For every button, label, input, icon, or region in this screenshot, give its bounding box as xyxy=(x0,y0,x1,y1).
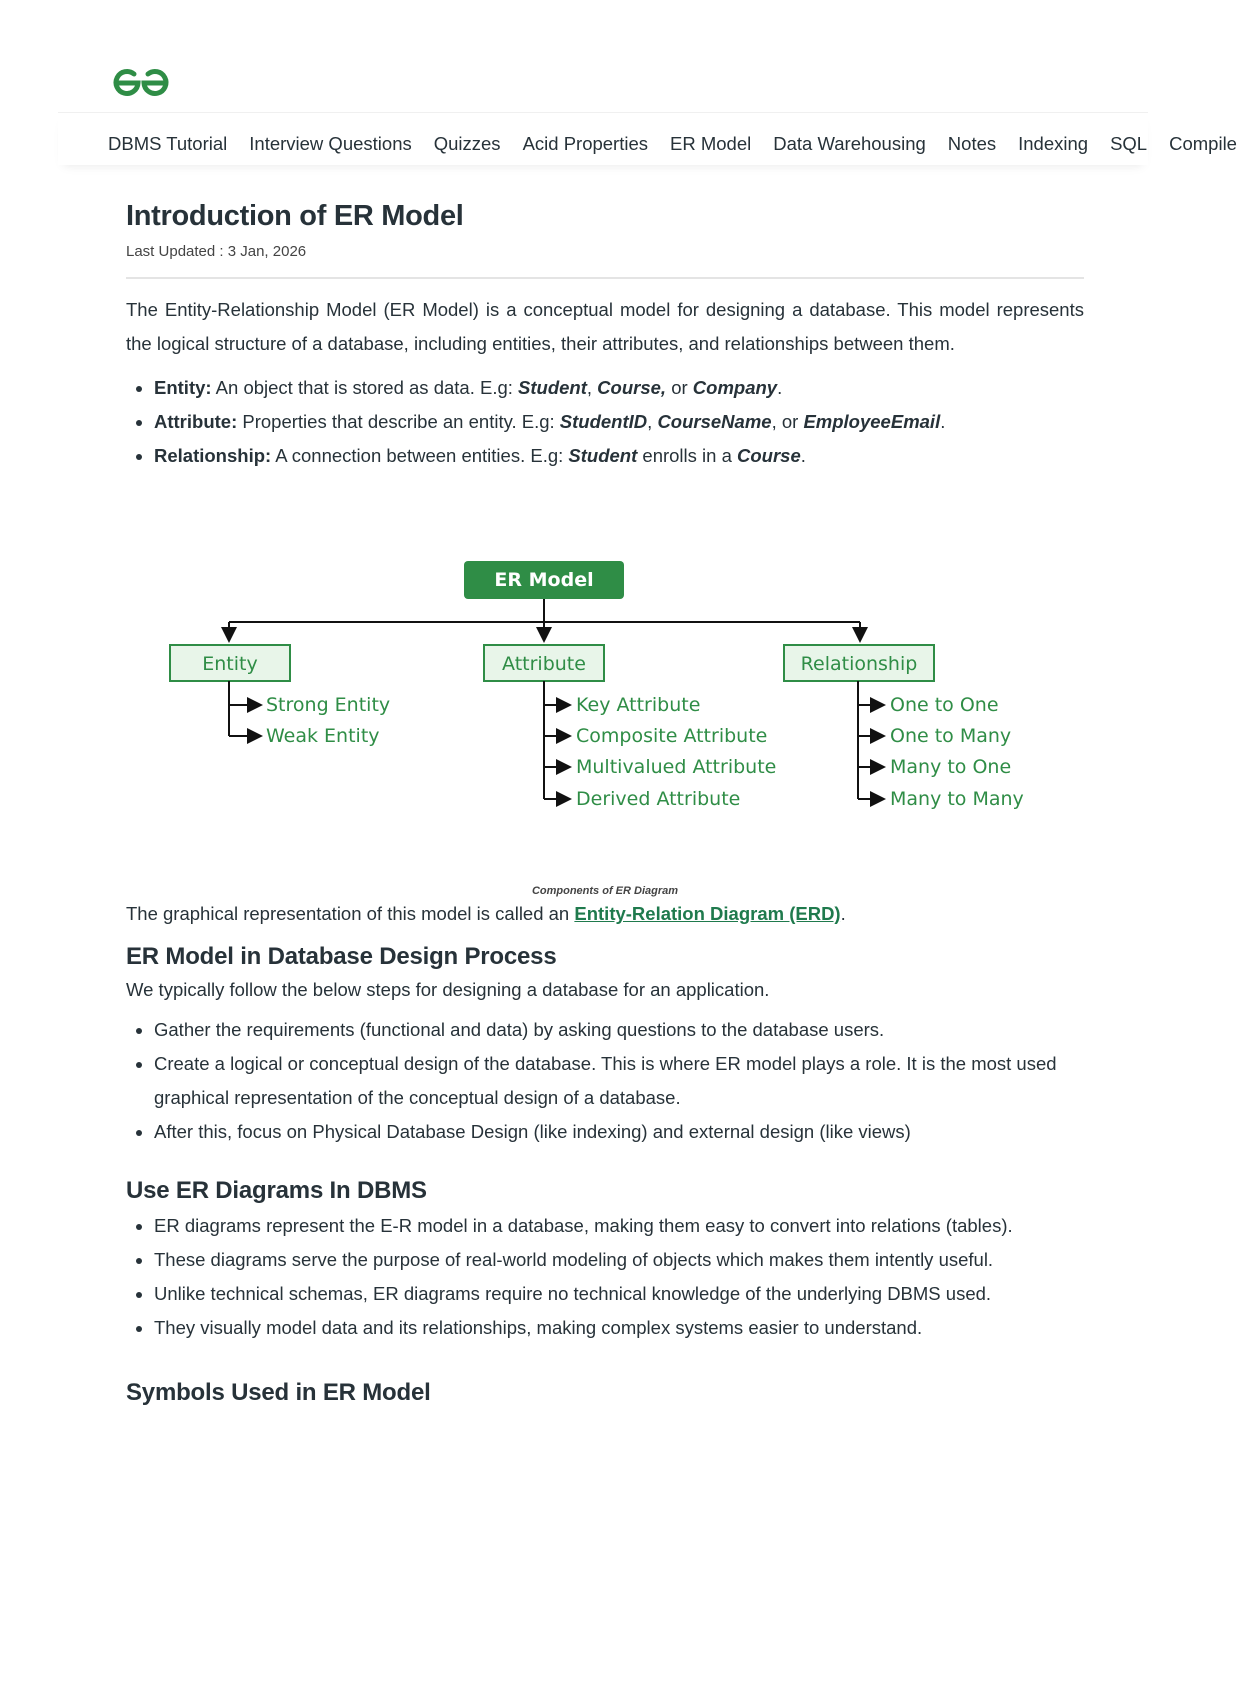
top-navigation xyxy=(58,112,1237,165)
separator: enrolls in a xyxy=(637,445,738,466)
period: . xyxy=(940,411,946,432)
entity-child-weak: Weak Entity xyxy=(266,725,380,747)
section-heading-symbols: Symbols Used in ER Model xyxy=(126,1379,431,1406)
separator: , xyxy=(647,411,658,432)
list-item: • ER diagrams represent the E-R model in a database, making them easy to convert into relations (tables). xyxy=(154,1209,1084,1243)
definition-relationship xyxy=(154,439,1084,473)
attribute-child-derived: Derived Attribute xyxy=(576,788,741,810)
example: CourseName xyxy=(657,411,772,432)
definition-text: A connection between entities. E.g: xyxy=(271,445,569,466)
nav-item-data-warehousing[interactable]: Data Warehousing xyxy=(773,133,926,154)
example: Student xyxy=(518,377,587,398)
period: . xyxy=(840,903,846,924)
list-item: • After this, focus on Physical Database Design (like indexing) and external design (like views) xyxy=(154,1115,1084,1149)
example: Company xyxy=(692,377,778,398)
example: Course, xyxy=(597,377,667,398)
erd-text: The graphical representation of this model is called an xyxy=(126,903,575,924)
page-title: Introduction of ER Model xyxy=(126,200,464,232)
nav-item-notes[interactable]: Notes xyxy=(947,133,997,154)
design-process-lead: We typically follow the below steps for designing a database for an application. xyxy=(126,979,770,1000)
nav-item-er-model[interactable]: ER Model xyxy=(670,133,752,154)
erd-paragraph xyxy=(126,897,1084,931)
er-model-diagram-container xyxy=(126,555,1084,885)
period: . xyxy=(777,377,783,398)
nav-item-acid-properties[interactable]: Acid Properties xyxy=(522,133,649,154)
relationship-node-label: Relationship xyxy=(800,653,918,675)
geeksforgeeks-logo-icon[interactable] xyxy=(112,66,170,100)
nav-item-quizzes[interactable]: Quizzes xyxy=(433,133,501,154)
example: Student xyxy=(568,445,638,466)
list-item: • These diagrams serve the purpose of real-world modeling of objects which makes them intently useful. xyxy=(154,1243,1084,1277)
attribute-child-composite: Composite Attribute xyxy=(576,725,768,747)
entity-child-strong: Strong Entity xyxy=(266,694,391,716)
definition-attribute xyxy=(154,405,1084,439)
term: Relationship: xyxy=(154,445,272,466)
list-item: • Gather the requirements (functional and data) by asking questions to the database users. xyxy=(154,1013,1084,1047)
article-body xyxy=(126,200,1084,1407)
er-model-diagram xyxy=(166,555,1046,885)
intro-paragraph: The Entity-Relationship Model (ER Model) is a conceptual model for designing a database. This model represents the logical structure of a database, including entities, their attributes, and relationships between them. xyxy=(126,299,1084,354)
definition-text: Properties that describe an entity. E.g: xyxy=(237,411,560,432)
nav-item-dbms-tutorial[interactable]: DBMS Tutorial xyxy=(108,133,228,154)
nav-item-indexing[interactable]: Indexing xyxy=(1018,133,1089,154)
example: EmployeeEmail xyxy=(803,411,941,432)
definition-list xyxy=(126,371,1084,473)
example: StudentID xyxy=(559,411,648,432)
definition-text: An object that is stored as data. E.g: xyxy=(211,377,519,398)
title-divider xyxy=(126,277,1084,279)
list-item: • Unlike technical schemas, ER diagrams require no technical knowledge of the underlying DBMS used. xyxy=(154,1277,1084,1311)
relationship-child-many-to-one: Many to One xyxy=(890,756,1012,778)
nav-menu xyxy=(108,127,1259,161)
term: Entity: xyxy=(154,377,212,398)
last-updated: Last Updated : 3 Jan, 2026 xyxy=(126,243,307,260)
section-heading-design-process: ER Model in Database Design Process xyxy=(126,943,557,970)
relationship-child-one-to-many: One to Many xyxy=(890,725,1012,747)
use-er-diagrams-list xyxy=(126,1209,1084,1345)
diagram-caption: Components of ER Diagram xyxy=(531,885,679,897)
period: . xyxy=(800,445,806,466)
relationship-child-many-to-many: Many to Many xyxy=(890,788,1024,810)
nav-item-compile[interactable]: Compile xyxy=(1169,133,1237,154)
entity-node-label: Entity xyxy=(202,653,258,675)
term: Attribute: xyxy=(154,411,238,432)
definition-entity xyxy=(154,371,1084,405)
relationship-child-one-to-one: One to One xyxy=(890,694,999,716)
nav-item-sql[interactable]: SQL xyxy=(1110,133,1148,154)
nav-item-interview-questions[interactable]: Interview Questions xyxy=(249,133,412,154)
list-item: • They visually model data and its relationships, making complex systems easier to understand. xyxy=(154,1311,1084,1345)
design-process-list xyxy=(126,1013,1084,1149)
attribute-child-multivalued: Multivalued Attribute xyxy=(576,756,777,778)
root-node-label: ER Model xyxy=(494,569,594,591)
separator: , xyxy=(586,377,598,398)
section-heading-use-er-diagrams: Use ER Diagrams In DBMS xyxy=(126,1177,427,1204)
separator: or xyxy=(666,377,693,398)
attribute-node-label: Attribute xyxy=(502,653,586,675)
separator: , or xyxy=(771,411,804,432)
list-item: • Create a logical or conceptual design of the database. This is where ER model plays a role. It is the most used graphical representation of the conceptual design of a database. xyxy=(154,1047,1084,1115)
example: Course xyxy=(737,445,801,466)
attribute-child-key: Key Attribute xyxy=(576,694,701,716)
erd-link[interactable]: Entity-Relation Diagram (ERD) xyxy=(574,903,841,924)
